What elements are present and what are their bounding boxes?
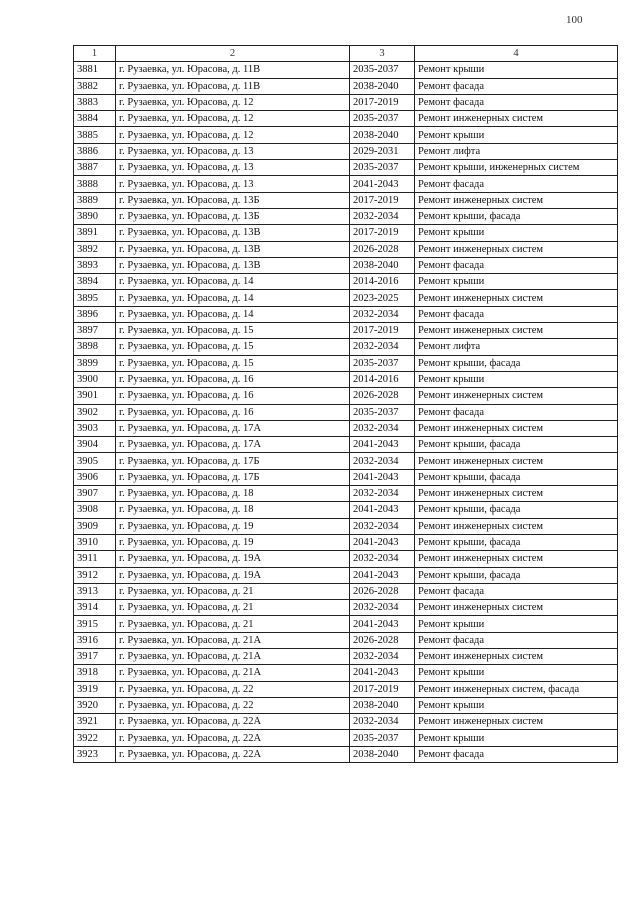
- table-row: [74, 94, 618, 110]
- table-row: [74, 225, 618, 241]
- address-cell: г. Рузаевка, ул. Юрасова, д. 19: [116, 518, 350, 534]
- years-cell: 2038-2040: [350, 257, 415, 273]
- work-type-cell: Ремонт крыши, фасада: [415, 208, 618, 224]
- work-type-cell: Ремонт крыши, фасада: [415, 437, 618, 453]
- table-row: [74, 62, 618, 78]
- table-row: [74, 143, 618, 159]
- address-cell: г. Рузаевка, ул. Юрасова, д. 22: [116, 697, 350, 713]
- address-cell: г. Рузаевка, ул. Юрасова, д. 17А: [116, 420, 350, 436]
- row-number-cell: 3889: [74, 192, 116, 208]
- table-row: [74, 323, 618, 339]
- row-number-cell: 3891: [74, 225, 116, 241]
- address-cell: г. Рузаевка, ул. Юрасова, д. 21А: [116, 648, 350, 664]
- years-cell: 2026-2028: [350, 388, 415, 404]
- table-row: [74, 616, 618, 632]
- years-cell: 2017-2019: [350, 225, 415, 241]
- table-row: [74, 567, 618, 583]
- table-row: [74, 714, 618, 730]
- table-row: [74, 208, 618, 224]
- table-row: [74, 437, 618, 453]
- years-cell: 2035-2037: [350, 160, 415, 176]
- table-row: [74, 534, 618, 550]
- table-row: [74, 469, 618, 485]
- row-number-cell: 3884: [74, 111, 116, 127]
- years-cell: 2041-2043: [350, 502, 415, 518]
- table-row: [74, 502, 618, 518]
- years-cell: 2041-2043: [350, 616, 415, 632]
- years-cell: 2035-2037: [350, 62, 415, 78]
- work-type-cell: Ремонт инженерных систем: [415, 551, 618, 567]
- work-type-cell: Ремонт инженерных систем: [415, 714, 618, 730]
- years-cell: 2032-2034: [350, 648, 415, 664]
- address-cell: г. Рузаевка, ул. Юрасова, д. 13: [116, 160, 350, 176]
- registry-table: [73, 45, 618, 763]
- work-type-cell: Ремонт крыши: [415, 616, 618, 632]
- years-cell: 2032-2034: [350, 420, 415, 436]
- row-number-cell: 3905: [74, 453, 116, 469]
- table-row: [74, 176, 618, 192]
- years-cell: 2014-2016: [350, 274, 415, 290]
- address-cell: г. Рузаевка, ул. Юрасова, д. 14: [116, 274, 350, 290]
- years-cell: 2032-2034: [350, 518, 415, 534]
- table-row: [74, 453, 618, 469]
- years-cell: 2041-2043: [350, 469, 415, 485]
- address-cell: г. Рузаевка, ул. Юрасова, д. 22: [116, 681, 350, 697]
- work-type-cell: Ремонт инженерных систем: [415, 323, 618, 339]
- work-type-cell: Ремонт крыши: [415, 371, 618, 387]
- row-number-cell: 3894: [74, 274, 116, 290]
- table-row: [74, 241, 618, 257]
- address-cell: г. Рузаевка, ул. Юрасова, д. 11В: [116, 62, 350, 78]
- row-number-cell: 3917: [74, 648, 116, 664]
- page-number: 100: [566, 14, 583, 26]
- table-row: [74, 665, 618, 681]
- row-number-cell: 3907: [74, 486, 116, 502]
- column-header: 2: [116, 46, 350, 62]
- row-number-cell: 3897: [74, 323, 116, 339]
- years-cell: 2038-2040: [350, 697, 415, 713]
- years-cell: 2032-2034: [350, 339, 415, 355]
- work-type-cell: Ремонт крыши: [415, 665, 618, 681]
- header-row: [74, 46, 618, 62]
- address-cell: г. Рузаевка, ул. Юрасова, д. 13В: [116, 241, 350, 257]
- address-cell: г. Рузаевка, ул. Юрасова, д. 19А: [116, 551, 350, 567]
- row-number-cell: 3912: [74, 567, 116, 583]
- row-number-cell: 3898: [74, 339, 116, 355]
- row-number-cell: 3913: [74, 583, 116, 599]
- years-cell: 2041-2043: [350, 567, 415, 583]
- address-cell: г. Рузаевка, ул. Юрасова, д. 21: [116, 600, 350, 616]
- row-number-cell: 3900: [74, 371, 116, 387]
- address-cell: г. Рузаевка, ул. Юрасова, д. 16: [116, 388, 350, 404]
- address-cell: г. Рузаевка, ул. Юрасова, д. 13В: [116, 257, 350, 273]
- table-row: [74, 648, 618, 664]
- work-type-cell: Ремонт инженерных систем: [415, 290, 618, 306]
- years-cell: 2041-2043: [350, 437, 415, 453]
- address-cell: г. Рузаевка, ул. Юрасова, д. 21А: [116, 665, 350, 681]
- work-type-cell: Ремонт фасада: [415, 583, 618, 599]
- address-cell: г. Рузаевка, ул. Юрасова, д. 18: [116, 502, 350, 518]
- address-cell: г. Рузаевка, ул. Юрасова, д. 16: [116, 371, 350, 387]
- years-cell: 2032-2034: [350, 600, 415, 616]
- table-row: [74, 746, 618, 762]
- work-type-cell: Ремонт фасада: [415, 746, 618, 762]
- years-cell: 2038-2040: [350, 746, 415, 762]
- table-row: [74, 78, 618, 94]
- work-type-cell: Ремонт инженерных систем: [415, 486, 618, 502]
- table-row: [74, 192, 618, 208]
- column-header: 4: [415, 46, 618, 62]
- address-cell: г. Рузаевка, ул. Юрасова, д. 17А: [116, 437, 350, 453]
- row-number-cell: 3886: [74, 143, 116, 159]
- row-number-cell: 3919: [74, 681, 116, 697]
- table-row: [74, 730, 618, 746]
- table-row: [74, 339, 618, 355]
- work-type-cell: Ремонт крыши, фасада: [415, 355, 618, 371]
- address-cell: г. Рузаевка, ул. Юрасова, д. 13Б: [116, 208, 350, 224]
- work-type-cell: Ремонт крыши: [415, 697, 618, 713]
- years-cell: 2038-2040: [350, 78, 415, 94]
- row-number-cell: 3881: [74, 62, 116, 78]
- work-type-cell: Ремонт фасада: [415, 404, 618, 420]
- table-row: [74, 681, 618, 697]
- table-row: [74, 697, 618, 713]
- work-type-cell: Ремонт крыши: [415, 730, 618, 746]
- work-type-cell: Ремонт фасада: [415, 78, 618, 94]
- address-cell: г. Рузаевка, ул. Юрасова, д. 19: [116, 534, 350, 550]
- work-type-cell: Ремонт крыши, фасада: [415, 567, 618, 583]
- address-cell: г. Рузаевка, ул. Юрасова, д. 17Б: [116, 453, 350, 469]
- years-cell: 2035-2037: [350, 111, 415, 127]
- work-type-cell: Ремонт крыши, фасада: [415, 534, 618, 550]
- work-type-cell: Ремонт крыши: [415, 225, 618, 241]
- row-number-cell: 3903: [74, 420, 116, 436]
- row-number-cell: 3918: [74, 665, 116, 681]
- years-cell: 2035-2037: [350, 404, 415, 420]
- address-cell: г. Рузаевка, ул. Юрасова, д. 14: [116, 290, 350, 306]
- address-cell: г. Рузаевка, ул. Юрасова, д. 13: [116, 143, 350, 159]
- row-number-cell: 3910: [74, 534, 116, 550]
- years-cell: 2014-2016: [350, 371, 415, 387]
- address-cell: г. Рузаевка, ул. Юрасова, д. 13Б: [116, 192, 350, 208]
- address-cell: г. Рузаевка, ул. Юрасова, д. 15: [116, 339, 350, 355]
- years-cell: 2035-2037: [350, 355, 415, 371]
- row-number-cell: 3911: [74, 551, 116, 567]
- work-type-cell: Ремонт лифта: [415, 143, 618, 159]
- address-cell: г. Рузаевка, ул. Юрасова, д. 22А: [116, 746, 350, 762]
- address-cell: г. Рузаевка, ул. Юрасова, д. 15: [116, 323, 350, 339]
- address-cell: г. Рузаевка, ул. Юрасова, д. 15: [116, 355, 350, 371]
- work-type-cell: Ремонт лифта: [415, 339, 618, 355]
- table-row: [74, 355, 618, 371]
- work-type-cell: Ремонт фасада: [415, 257, 618, 273]
- address-cell: г. Рузаевка, ул. Юрасова, д. 22А: [116, 730, 350, 746]
- table-row: [74, 388, 618, 404]
- row-number-cell: 3915: [74, 616, 116, 632]
- work-type-cell: Ремонт инженерных систем, фасада: [415, 681, 618, 697]
- table-row: [74, 111, 618, 127]
- table-row: [74, 306, 618, 322]
- address-cell: г. Рузаевка, ул. Юрасова, д. 11В: [116, 78, 350, 94]
- years-cell: 2017-2019: [350, 192, 415, 208]
- years-cell: 2032-2034: [350, 306, 415, 322]
- work-type-cell: Ремонт фасада: [415, 632, 618, 648]
- table-row: [74, 290, 618, 306]
- address-cell: г. Рузаевка, ул. Юрасова, д. 16: [116, 404, 350, 420]
- row-number-cell: 3885: [74, 127, 116, 143]
- work-type-cell: Ремонт крыши, фасада: [415, 469, 618, 485]
- years-cell: 2041-2043: [350, 665, 415, 681]
- table-row: [74, 420, 618, 436]
- row-number-cell: 3916: [74, 632, 116, 648]
- row-number-cell: 3902: [74, 404, 116, 420]
- years-cell: 2026-2028: [350, 241, 415, 257]
- address-cell: г. Рузаевка, ул. Юрасова, д. 17Б: [116, 469, 350, 485]
- row-number-cell: 3892: [74, 241, 116, 257]
- years-cell: 2032-2034: [350, 714, 415, 730]
- row-number-cell: 3883: [74, 94, 116, 110]
- years-cell: 2032-2034: [350, 551, 415, 567]
- years-cell: 2038-2040: [350, 127, 415, 143]
- years-cell: 2041-2043: [350, 534, 415, 550]
- address-cell: г. Рузаевка, ул. Юрасова, д. 18: [116, 486, 350, 502]
- work-type-cell: Ремонт инженерных систем: [415, 241, 618, 257]
- years-cell: 2029-2031: [350, 143, 415, 159]
- years-cell: 2026-2028: [350, 632, 415, 648]
- work-type-cell: Ремонт инженерных систем: [415, 111, 618, 127]
- address-cell: г. Рузаевка, ул. Юрасова, д. 21: [116, 583, 350, 599]
- row-number-cell: 3923: [74, 746, 116, 762]
- row-number-cell: 3904: [74, 437, 116, 453]
- work-type-cell: Ремонт инженерных систем: [415, 388, 618, 404]
- row-number-cell: 3921: [74, 714, 116, 730]
- years-cell: 2017-2019: [350, 323, 415, 339]
- table-row: [74, 486, 618, 502]
- work-type-cell: Ремонт крыши: [415, 127, 618, 143]
- table-row: [74, 518, 618, 534]
- row-number-cell: 3895: [74, 290, 116, 306]
- row-number-cell: 3888: [74, 176, 116, 192]
- row-number-cell: 3882: [74, 78, 116, 94]
- work-type-cell: Ремонт инженерных систем: [415, 648, 618, 664]
- work-type-cell: Ремонт инженерных систем: [415, 518, 618, 534]
- row-number-cell: 3899: [74, 355, 116, 371]
- row-number-cell: 3909: [74, 518, 116, 534]
- address-cell: г. Рузаевка, ул. Юрасова, д. 12: [116, 127, 350, 143]
- work-type-cell: Ремонт крыши: [415, 274, 618, 290]
- address-cell: г. Рузаевка, ул. Юрасова, д. 12: [116, 111, 350, 127]
- work-type-cell: Ремонт инженерных систем: [415, 420, 618, 436]
- table-row: [74, 632, 618, 648]
- years-cell: 2032-2034: [350, 208, 415, 224]
- row-number-cell: 3922: [74, 730, 116, 746]
- table-row: [74, 127, 618, 143]
- row-number-cell: 3896: [74, 306, 116, 322]
- address-cell: г. Рузаевка, ул. Юрасова, д. 22А: [116, 714, 350, 730]
- years-cell: 2023-2025: [350, 290, 415, 306]
- years-cell: 2032-2034: [350, 486, 415, 502]
- table-row: [74, 404, 618, 420]
- address-cell: г. Рузаевка, ул. Юрасова, д. 14: [116, 306, 350, 322]
- column-header: 1: [74, 46, 116, 62]
- work-type-cell: Ремонт инженерных систем: [415, 600, 618, 616]
- row-number-cell: 3887: [74, 160, 116, 176]
- table-row: [74, 583, 618, 599]
- work-type-cell: Ремонт инженерных систем: [415, 192, 618, 208]
- address-cell: г. Рузаевка, ул. Юрасова, д. 21А: [116, 632, 350, 648]
- row-number-cell: 3890: [74, 208, 116, 224]
- address-cell: г. Рузаевка, ул. Юрасова, д. 21: [116, 616, 350, 632]
- work-type-cell: Ремонт крыши, фасада: [415, 502, 618, 518]
- years-cell: 2035-2037: [350, 730, 415, 746]
- row-number-cell: 3893: [74, 257, 116, 273]
- table-row: [74, 274, 618, 290]
- work-type-cell: Ремонт крыши: [415, 62, 618, 78]
- table-row: [74, 371, 618, 387]
- address-cell: г. Рузаевка, ул. Юрасова, д. 12: [116, 94, 350, 110]
- work-type-cell: Ремонт инженерных систем: [415, 453, 618, 469]
- years-cell: 2032-2034: [350, 453, 415, 469]
- table-row: [74, 257, 618, 273]
- years-cell: 2041-2043: [350, 176, 415, 192]
- years-cell: 2026-2028: [350, 583, 415, 599]
- years-cell: 2017-2019: [350, 94, 415, 110]
- row-number-cell: 3901: [74, 388, 116, 404]
- row-number-cell: 3920: [74, 697, 116, 713]
- work-type-cell: Ремонт фасада: [415, 176, 618, 192]
- column-header: 3: [350, 46, 415, 62]
- work-type-cell: Ремонт крыши, инженерных систем: [415, 160, 618, 176]
- address-cell: г. Рузаевка, ул. Юрасова, д. 13: [116, 176, 350, 192]
- work-type-cell: Ремонт фасада: [415, 306, 618, 322]
- table-row: [74, 160, 618, 176]
- row-number-cell: 3906: [74, 469, 116, 485]
- years-cell: 2017-2019: [350, 681, 415, 697]
- address-cell: г. Рузаевка, ул. Юрасова, д. 19А: [116, 567, 350, 583]
- row-number-cell: 3914: [74, 600, 116, 616]
- table-row: [74, 551, 618, 567]
- address-cell: г. Рузаевка, ул. Юрасова, д. 13В: [116, 225, 350, 241]
- work-type-cell: Ремонт фасада: [415, 94, 618, 110]
- row-number-cell: 3908: [74, 502, 116, 518]
- table-row: [74, 600, 618, 616]
